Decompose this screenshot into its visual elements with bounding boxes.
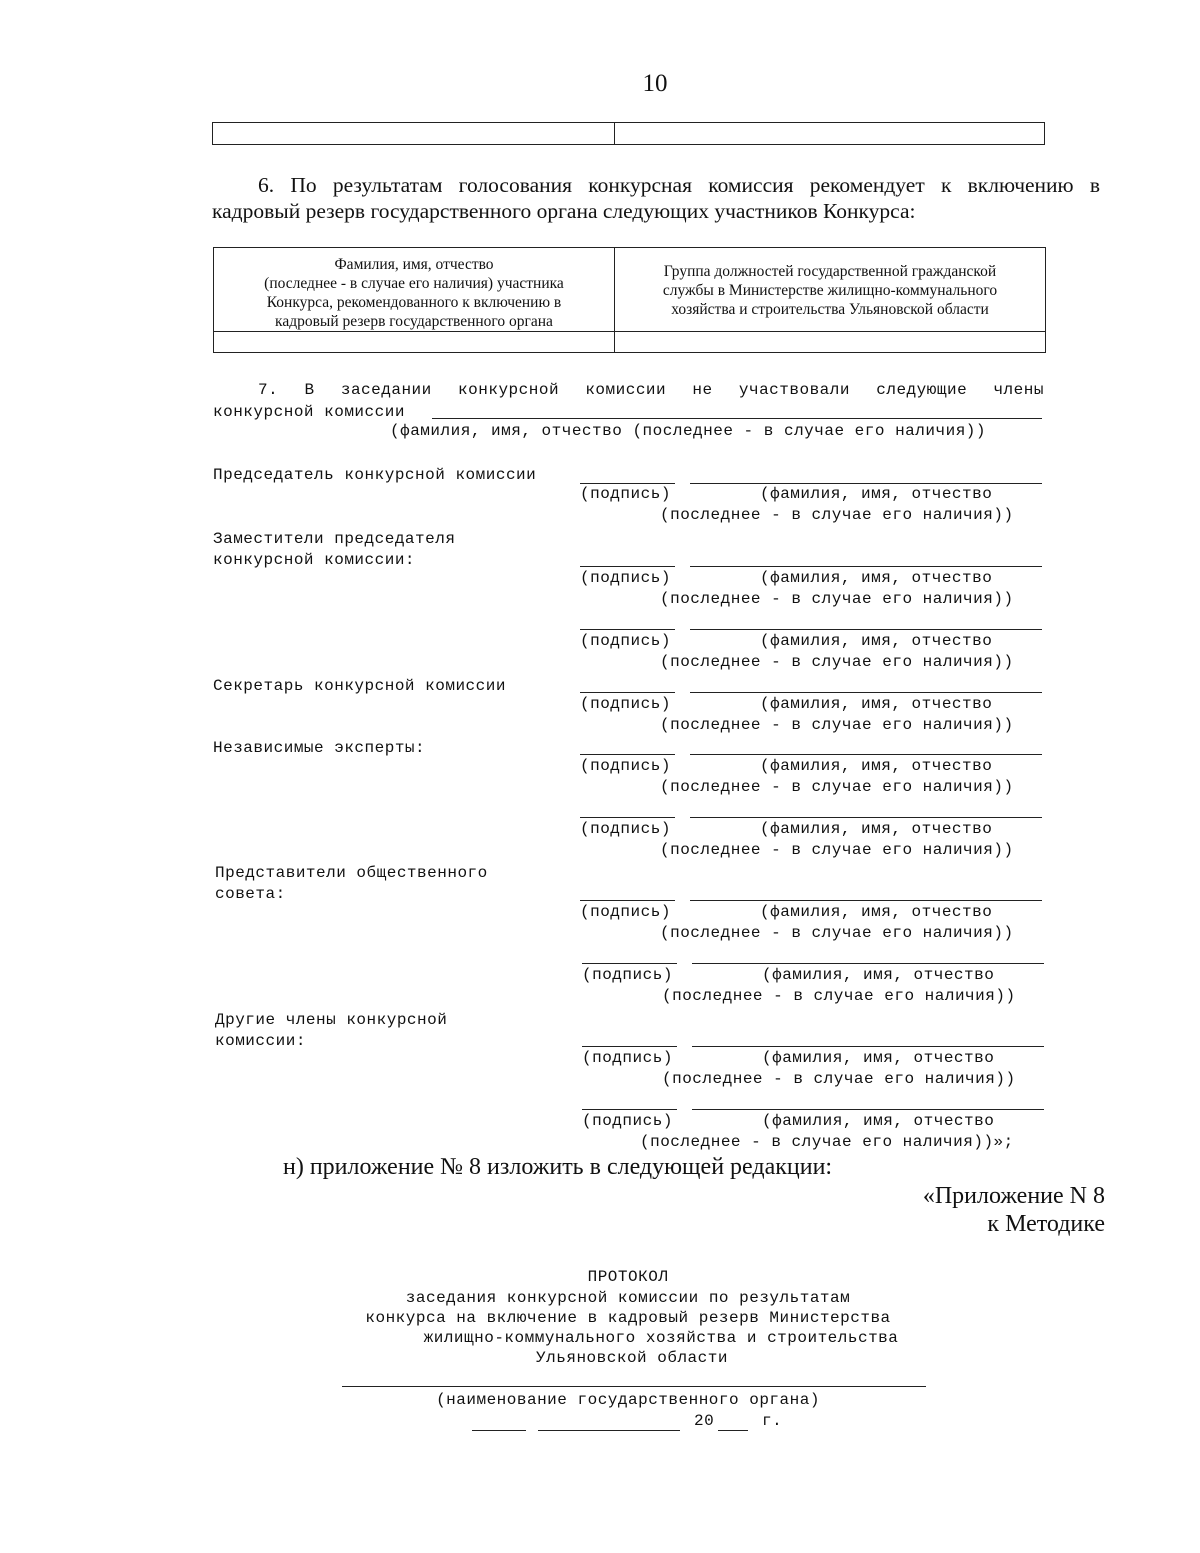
name-caption-2: (последнее - в случае его наличия))	[660, 924, 1014, 942]
col-header-position-line: Группа должностей государственной гражданской	[663, 263, 997, 280]
date-year-prefix: 20	[694, 1412, 715, 1430]
col-header-candidate-line: кадровый резерв государственного органа	[275, 313, 553, 330]
s7-word: конкурсной	[458, 381, 560, 399]
sign-caption: (подпись)	[580, 695, 671, 713]
protocol-line3: жилищно-коммунального хозяйства и строительства	[423, 1329, 899, 1347]
recommendation-table-divider	[614, 247, 615, 353]
appendix-line1: «Приложение N 8	[922, 1183, 1105, 1209]
experts-label: Независимые эксперты:	[213, 739, 426, 757]
s7-word: комиссии	[585, 381, 667, 399]
appendix-line2: к Методике	[987, 1211, 1105, 1237]
table-top-fragment	[212, 122, 1045, 145]
deputies-label-1: Заместители председателя	[213, 530, 456, 548]
name-line	[690, 566, 1042, 567]
col-header-candidate-line: (последнее - в случае его наличия) участника	[264, 275, 564, 292]
s7-word: В	[304, 381, 315, 399]
name-caption: (фамилия, имя, отчество	[760, 695, 993, 713]
name-caption: (фамилия, имя, отчество	[762, 1112, 995, 1130]
sign-line	[582, 1046, 677, 1047]
date-day-line	[472, 1430, 526, 1431]
name-caption-2: (последнее - в случае его наличия))	[660, 653, 1014, 671]
name-caption: (фамилия, имя, отчество	[760, 569, 993, 587]
name-caption-2: (последнее - в случае его наличия))	[660, 841, 1014, 859]
absent-members-caption: (фамилия, имя, отчество (последнее - в случае его наличия))	[390, 422, 986, 440]
sign-caption: (подпись)	[582, 966, 673, 984]
protocol-line1: заседания конкурсной комиссии по результатам	[405, 1289, 851, 1307]
sign-caption: (подпись)	[580, 569, 671, 587]
name-caption: (фамилия, имя, отчество	[762, 1049, 995, 1067]
org-name-line	[342, 1386, 926, 1387]
date-suffix: г.	[762, 1412, 783, 1430]
other-members-label-2: комиссии:	[215, 1032, 306, 1050]
name-line	[690, 817, 1042, 818]
chairman-label: Председатель конкурсной комиссии	[213, 466, 537, 484]
col-header-position-line: службы в Министерстве жилищно-коммунального	[662, 282, 998, 299]
sign-line	[580, 692, 675, 693]
protocol-date	[472, 1412, 792, 1432]
name-line	[692, 1109, 1044, 1110]
col-header-candidate-line: Фамилия, имя, отчество	[334, 256, 494, 273]
col-header-position-line: хозяйства и строительства Ульяновской области	[671, 301, 989, 318]
secretary-label: Секретарь конкурсной комиссии	[213, 677, 506, 695]
recommendation-table-row-line	[213, 331, 1046, 332]
col-header-candidate	[215, 255, 613, 331]
sign-caption: (подпись)	[580, 632, 671, 650]
sign-line	[582, 1109, 677, 1110]
section7-line1	[258, 381, 1044, 399]
name-caption-2: (последнее - в случае его наличия))	[662, 1070, 1016, 1088]
name-caption: (фамилия, имя, отчество	[760, 903, 993, 921]
table-top-divider	[614, 122, 615, 145]
name-caption-2: (последнее - в случае его наличия))	[660, 506, 1014, 524]
s7-word: заседании	[340, 381, 432, 399]
date-year-line	[718, 1430, 748, 1431]
sign-line	[580, 566, 675, 567]
name-caption: (фамилия, имя, отчество	[760, 632, 993, 650]
sign-line	[580, 900, 675, 901]
other-members-label-1: Другие члены конкурсной	[215, 1011, 448, 1029]
public-council-label-2: совета:	[215, 885, 286, 903]
s7-word: участвовали	[738, 381, 850, 399]
sign-caption: (подпись)	[580, 820, 671, 838]
sign-caption: (подпись)	[580, 757, 671, 775]
section6-line2: кадровый резерв государственного органа следующих участников Конкурса:	[212, 199, 916, 223]
section7-line2: конкурсной комиссии	[213, 403, 405, 421]
absent-members-field-line	[432, 418, 1042, 419]
sign-caption: (подпись)	[580, 903, 671, 921]
sign-line	[582, 963, 677, 964]
name-caption: (фамилия, имя, отчество	[760, 820, 993, 838]
sign-caption: (подпись)	[580, 485, 671, 503]
name-caption: (фамилия, имя, отчество	[762, 966, 995, 984]
protocol-line2: конкурса на включение в кадровый резерв Министерства	[365, 1309, 891, 1327]
name-line	[690, 754, 1042, 755]
deputies-label-2: конкурсной комиссии:	[213, 551, 416, 569]
name-caption-2: (последнее - в случае его наличия))	[660, 590, 1014, 608]
name-line	[690, 629, 1042, 630]
col-header-position-group	[616, 262, 1044, 319]
s7-word: следующие	[876, 381, 968, 399]
name-line	[690, 692, 1042, 693]
name-line	[690, 483, 1042, 484]
public-council-label-1: Представители общественного	[215, 864, 488, 882]
name-line	[692, 963, 1044, 964]
col-header-candidate-line: Конкурса, рекомендованного к включению в	[266, 294, 562, 311]
name-line	[690, 900, 1042, 901]
name-caption-2: (последнее - в случае его наличия))	[662, 987, 1016, 1005]
s7-word: не	[692, 381, 713, 399]
sign-line	[580, 629, 675, 630]
name-caption: (фамилия, имя, отчество	[760, 757, 993, 775]
s7-word: 7.	[258, 381, 279, 399]
org-name-caption: (наименование государственного органа)	[436, 1391, 820, 1409]
protocol-line4: Ульяновской области	[536, 1349, 728, 1367]
section6-line1: 6. По результатам голосования конкурсная комиссия рекомендует к включению в	[258, 173, 1100, 197]
page-number: 10	[642, 70, 668, 97]
sign-line	[580, 483, 675, 484]
sign-caption: (подпись)	[582, 1049, 673, 1067]
sign-line	[580, 754, 675, 755]
name-caption: (фамилия, имя, отчество	[760, 485, 993, 503]
s7-word: члены	[993, 381, 1044, 399]
amendment-text: н) приложение № 8 изложить в следующей редакции:	[283, 1154, 833, 1180]
sign-line	[580, 817, 675, 818]
name-line	[692, 1046, 1044, 1047]
name-caption-2: (последнее - в случае его наличия))	[660, 716, 1014, 734]
protocol-title: ПРОТОКОЛ	[587, 1268, 669, 1286]
name-caption-2-final: (последнее - в случае его наличия))»;	[640, 1133, 1014, 1151]
date-month-line	[538, 1430, 680, 1431]
sign-caption: (подпись)	[582, 1112, 673, 1130]
name-caption-2: (последнее - в случае его наличия))	[660, 778, 1014, 796]
